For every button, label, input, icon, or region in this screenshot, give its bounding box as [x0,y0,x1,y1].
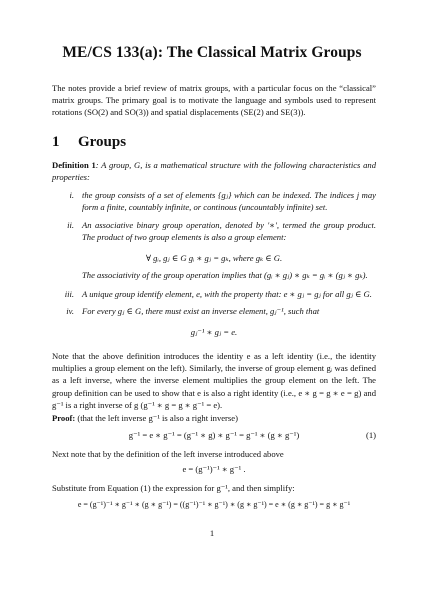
item-text: the group consists of a set of elements {gⱼ} which can be indexed. The indices j may form a finite, countably infinite, or continous (uncountably infinite) set. [82,190,376,212]
item-text: An associative binary group operation, denoted by '∗', termed the group product. The product of two group elements is also a group element: [82,220,376,242]
equation-1: g⁻¹ = e ∗ g⁻¹ = (g⁻¹ ∗ g) ∗ g⁻¹ = g⁻¹ ∗ (g ∗ g⁻¹) [128,430,300,440]
left-inverse-paragraph: Next note that by the definition of the left inverse introduced above [52,449,284,459]
proof-text: (that the left inverse g⁻¹ is also a right inverse) [75,413,238,423]
proof-line [52,412,376,424]
intro-paragraph: The notes provide a brief review of matrix groups, with a particular focus on the “classical” matrix groups. The primary goal is to motivate the language and symbols used to represent rotations (SO(2) and SO(3)) and spatial displacements (SE(2) and SE(3)). [52,83,376,118]
associativity-text: The associativity of the group operation implies that (gᵢ ∗ gⱼ) ∗ gₖ = gᵢ ∗ (gⱼ ∗ gₖ). [82,270,368,280]
item-label: iv. [66,306,74,316]
section-heading [52,134,126,151]
section-number: 1 [52,134,60,150]
substitute-paragraph: Substitute from Equation (1) the expression for g⁻¹, and then simplify: [52,483,295,493]
equation-number: (1) [365,430,376,440]
definition-text: : A group, G, is a mathematical structure with the following characteristics and properties: [52,160,376,182]
item-label: ii. [67,220,74,230]
item-text: A unique group identify element, e, with the property that: e ∗ gⱼ = gⱼ for all gⱼ ∈ G. [82,289,372,299]
item-text: For every gⱼ ∈ G, there must exist an inverse element, gⱼ⁻¹, such that [82,306,320,316]
item-label: iii. [64,289,74,299]
page-number: 1 [209,528,215,538]
proof-label: Proof: [52,413,76,423]
section-title: Groups [78,134,127,150]
equation-2: e = (g⁻¹)⁻¹ ∗ g⁻¹ . [182,464,246,474]
identity-paragraph: Note that the above definition introduces the identity e as a left identity (i.e., the identity multiplies a group element on the left). Similarly, the inverse of group element gᵢ was defined as a left inverse, where the inverse element multiplies the group element on the left. The group definition can be used to show that e is also a right identity (i.e., e ∗ g = g ∗ e = g) and g⁻¹ is a right inverse of g (g⁻¹ ∗ g = g ∗ g⁻¹ = e). [52,351,376,410]
item-label: i. [69,190,74,200]
page-title: ME/CS 133(a): The Classical Matrix Groups [62,44,362,61]
equation-3: e = (g⁻¹)⁻¹ ∗ g⁻¹ ∗ (g ∗ g⁻¹) = ((g⁻¹)⁻¹ ∗ g⁻¹) ∗ (g ∗ g⁻¹) = e ∗ (g ∗ g⁻¹) = g ∗ g⁻¹ [77,500,351,509]
definition-block [52,160,376,183]
equation-inverse: gⱼ⁻¹ ∗ gⱼ = e. [190,327,238,337]
definition-label: Definition 1 [52,160,96,170]
equation-closure: ∀ gᵢ, gⱼ ∈ G gᵢ ∗ gⱼ = gₖ, where gₖ ∈ G. [145,253,283,263]
